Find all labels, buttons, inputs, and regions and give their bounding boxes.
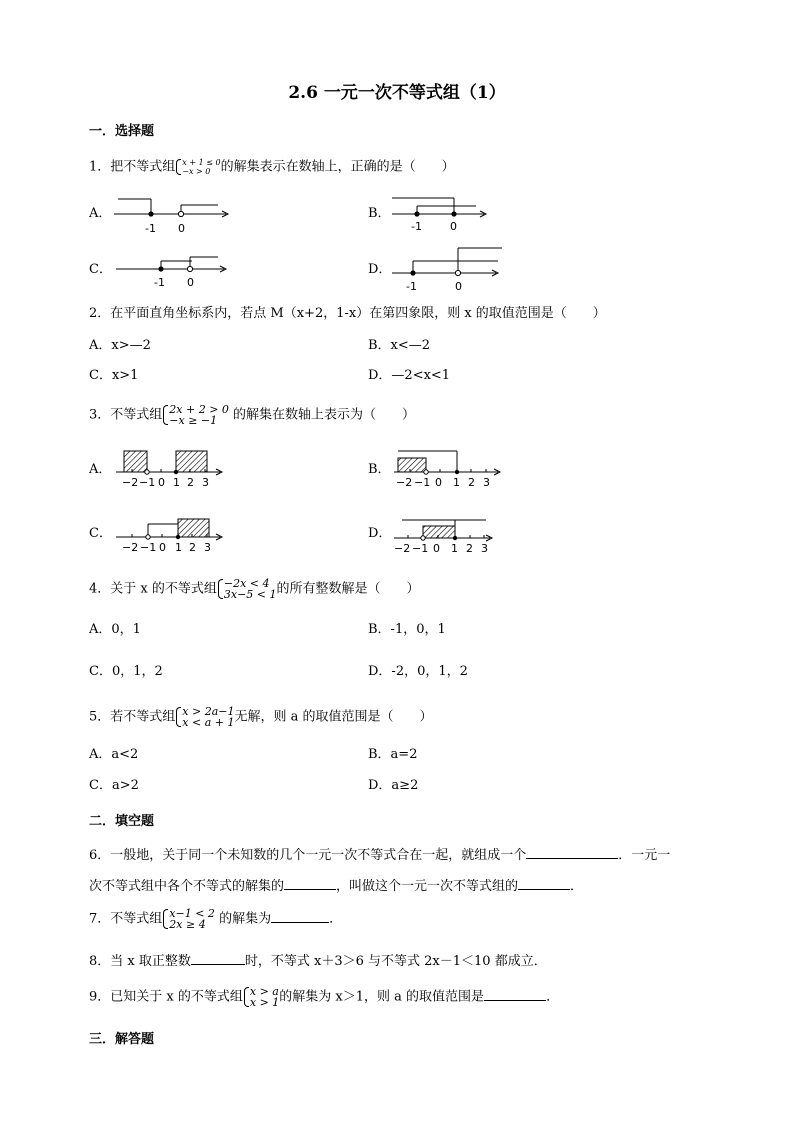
svg-text:−2: −2 [396,476,413,489]
svg-text:2: 2 [466,542,473,555]
svg-text:1: 1 [453,476,460,489]
svg-text:3: 3 [204,541,211,554]
svg-text:−2: −2 [122,476,139,489]
svg-text:0: 0 [433,542,440,555]
question-9: 9．已知关于 x 的不等式组 x > a x > 1 的解集为 x＞1，则 a 的取值范围是 ． [89,985,560,1009]
q5-option-c[interactable]: C．a>2 [89,778,139,793]
q3-number-line-b [390,446,505,492]
q1-option-d[interactable]: D． [368,262,392,277]
q1-option-b[interactable]: B． [368,206,391,221]
svg-text:0: 0 [159,541,166,554]
q9-system: x > a x > 1 [243,986,279,1008]
q6-blank-2[interactable] [284,877,336,890]
q6-blank-3[interactable] [518,877,570,890]
section-heading-choice: 一．选择题 [89,124,155,139]
svg-text:−2: −2 [122,541,139,554]
q1-option-c[interactable]: C． [89,262,112,277]
svg-text:1: 1 [451,542,458,555]
q3-option-a[interactable]: A． [89,462,112,477]
q4-option-c[interactable]: C．0，1，2 [89,664,163,679]
q8-blank[interactable] [191,952,245,965]
q7-blank[interactable] [271,910,329,923]
q3-number-line-c [112,510,227,556]
q1-number-line-b [388,190,498,236]
q5-option-d[interactable]: D．a≥2 [368,778,419,793]
svg-text:0: 0 [158,476,165,489]
q3-option-c[interactable]: C． [89,526,112,541]
question-6-line-1: 6．一般地，关于同一个未知数的几个一元一次不等式合在一起，就组成一个 ．一元一 [89,848,671,863]
page-title: 2.6 一元一次不等式组（1） [288,83,506,103]
svg-text:−2: −2 [394,542,411,555]
svg-text:3: 3 [481,542,488,555]
svg-text:0: 0 [187,276,194,289]
question-5: 5．若不等式组 x > 2a−1 x < a + 1 无解，则 a 的取值范围是（ ） [89,705,433,729]
svg-text:2: 2 [189,541,196,554]
svg-text:2: 2 [468,476,475,489]
q5-option-b[interactable]: B．a=2 [368,747,418,762]
svg-text:-1: -1 [154,276,165,289]
svg-text:−1: −1 [139,476,156,489]
svg-text:3: 3 [483,476,490,489]
q1-number-line-a [110,192,240,238]
q3-option-d[interactable]: D． [368,526,392,541]
q4-option-b[interactable]: B．-1，0，1 [368,622,446,637]
question-3: 3．不等式组 2x + 2 > 0 −x ≥ −1 的解集在数轴上表示为（ ） [89,403,416,427]
q4-system: −2x < 4 3x−5 < 1 [217,578,277,600]
section-heading-fill: 二．填空题 [89,814,155,829]
question-4: 4．关于 x 的不等式组 −2x < 4 3x−5 < 1 的所有整数解是（ ） [89,577,420,601]
q4-option-a[interactable]: A．0，1 [89,622,141,637]
svg-text:-1: -1 [411,220,422,233]
q1-option-a[interactable]: A． [89,206,112,221]
q6-blank-1[interactable] [526,846,618,859]
q3-number-line-a [112,446,227,492]
svg-text:1: 1 [173,476,180,489]
svg-text:−1: −1 [414,476,431,489]
q2-option-c[interactable]: C．x>1 [89,368,139,383]
q7-system: x−1 < 2 2x ≥ 4 [162,908,215,930]
q1-system: x + 1 ≤ 0 −x > 0 [175,158,220,176]
q1-number-line-d [388,238,508,294]
q1-number-line-c [112,248,232,294]
q3-option-b[interactable]: B． [368,462,391,477]
q3-system: 2x + 2 > 0 −x ≥ −1 [162,404,229,426]
svg-text:2: 2 [187,476,194,489]
q1a-tick-neg1: -1 [145,222,156,235]
q2-option-a[interactable]: A．x>—2 [89,338,151,353]
question-7: 7．不等式组 x−1 < 2 2x ≥ 4 的解集为 ． [89,907,343,931]
q1-prefix: 1．把不等式组 [89,159,176,175]
svg-text:3: 3 [202,476,209,489]
q1a-tick-0: 0 [178,222,185,235]
svg-text:0: 0 [435,476,442,489]
q9-blank[interactable] [484,988,546,1001]
q4-option-d[interactable]: D．-2，0，1，2 [368,664,468,679]
question-1 [89,158,455,176]
svg-text:-1: -1 [406,280,417,293]
q3-number-line-d [390,510,505,556]
question-8: 8．当 x 取正整数 时，不等式 x＋3＞6 与不等式 2x－1＜10 都成立． [89,954,547,969]
svg-text:1: 1 [175,541,182,554]
question-2: 2．在平面直角坐标系内，若点 M（x+2，1-x）在第四象限，则 x 的取值范围是（ ） [89,306,606,321]
q5-system: x > 2a−1 x < a + 1 [175,706,234,728]
question-6-line-2: 次不等式组中各个不等式的解集的 ，叫做这个一元一次不等式组的 ． [89,879,584,894]
svg-text:0: 0 [450,220,457,233]
q2-option-d[interactable]: D．—2<x<1 [368,368,451,383]
q2-option-b[interactable]: B．x<—2 [368,338,431,353]
q1-suffix: 的解集表示在数轴上，正确的是（ ） [220,159,455,175]
svg-text:−1: −1 [140,541,157,554]
section-heading-answer: 三．解答题 [89,1032,155,1047]
svg-text:−1: −1 [412,542,429,555]
svg-text:0: 0 [455,280,462,293]
q5-option-a[interactable]: A．a<2 [89,747,139,762]
